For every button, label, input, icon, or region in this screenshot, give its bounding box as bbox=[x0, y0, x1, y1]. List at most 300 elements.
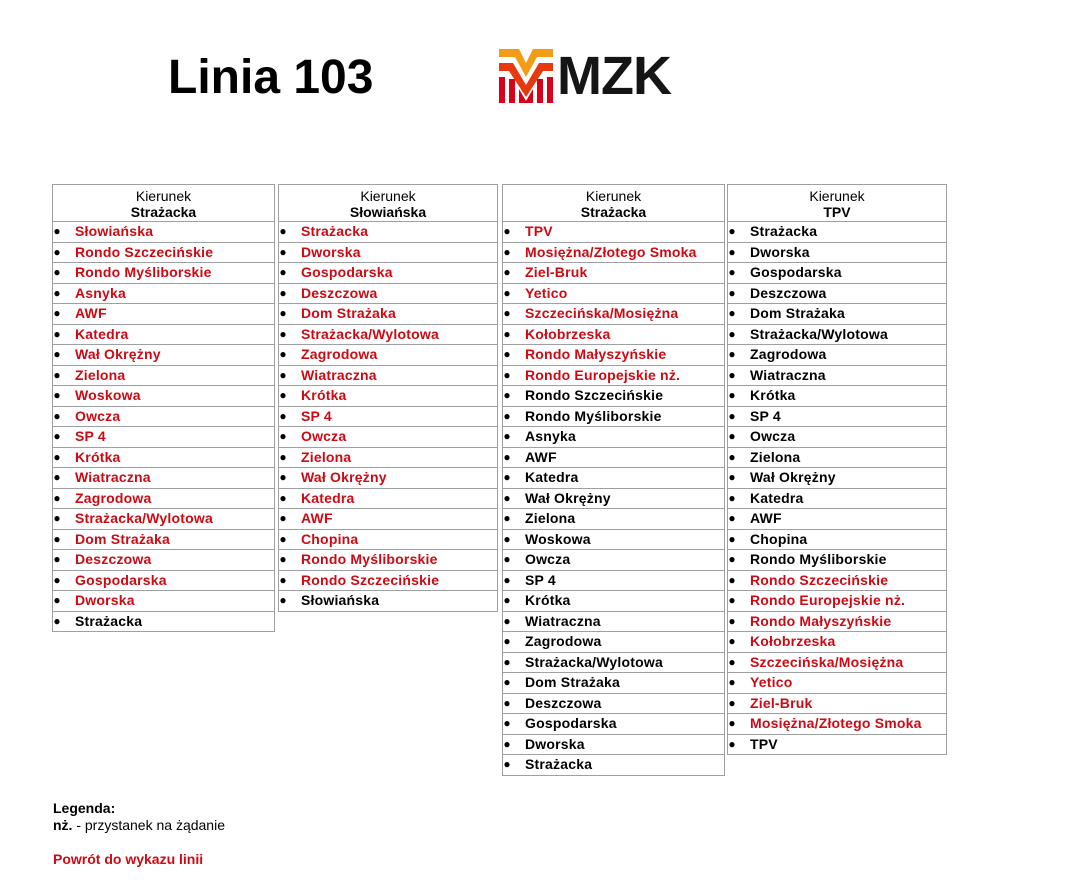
bullet-icon: ● bbox=[279, 429, 287, 443]
stop-row bbox=[279, 263, 497, 284]
stop-name: Wiatraczna bbox=[750, 366, 826, 383]
stop-row bbox=[53, 222, 274, 243]
bullet-icon: ● bbox=[53, 285, 61, 300]
stop-name[interactable]: Rondo Myśliborskie bbox=[301, 551, 438, 567]
stop-row bbox=[279, 304, 497, 325]
stop-name[interactable]: Woskowa bbox=[75, 387, 141, 403]
bullet-icon: ● bbox=[53, 552, 61, 566]
stop-name[interactable]: Ziel-Bruk bbox=[750, 694, 813, 711]
stop-row bbox=[503, 612, 724, 633]
bullet-icon: ● bbox=[728, 244, 736, 259]
bullet-icon: ● bbox=[503, 613, 511, 628]
bullet-icon: ● bbox=[728, 531, 736, 546]
legend-abbr: nż. bbox=[53, 817, 73, 833]
stop-row bbox=[728, 345, 946, 366]
bullet-icon: ● bbox=[503, 736, 511, 751]
stop-name[interactable]: Krótka bbox=[301, 387, 347, 403]
direction-table-2 bbox=[278, 184, 498, 612]
stop-row bbox=[503, 263, 724, 284]
stop-row bbox=[728, 530, 946, 551]
bullet-icon: ● bbox=[279, 408, 287, 423]
bullet-icon: ● bbox=[503, 634, 511, 648]
stop-row bbox=[53, 284, 274, 305]
stop-row bbox=[728, 448, 946, 469]
direction-destination: Strażacka bbox=[580, 204, 647, 220]
stop-name[interactable]: Deszczowa bbox=[301, 284, 378, 301]
stop-row bbox=[503, 304, 724, 325]
bullet-icon: ● bbox=[53, 367, 61, 382]
stop-name[interactable]: Rondo Szczecińskie bbox=[301, 571, 440, 588]
stop-row bbox=[728, 325, 946, 346]
stop-row bbox=[53, 427, 274, 448]
bullet-icon: ● bbox=[728, 306, 736, 320]
bullet-icon: ● bbox=[728, 593, 736, 607]
stop-row bbox=[503, 243, 724, 264]
stop-row bbox=[728, 509, 946, 530]
stop-name: Strażacka bbox=[525, 756, 593, 772]
stop-row bbox=[53, 243, 274, 264]
stop-name[interactable]: Strażacka/Wylotowa bbox=[75, 510, 213, 526]
bullet-icon: ● bbox=[53, 531, 61, 546]
stop-name[interactable]: Dworska bbox=[301, 243, 361, 260]
direction-destination: Słowiańska bbox=[349, 204, 427, 220]
stop-row bbox=[503, 755, 724, 775]
bullet-icon: ● bbox=[728, 429, 736, 443]
stop-row bbox=[503, 714, 724, 735]
stop-row bbox=[728, 673, 946, 694]
bullet-icon: ● bbox=[279, 572, 287, 587]
stop-row bbox=[53, 509, 274, 530]
stop-name: Wiatraczna bbox=[525, 612, 601, 629]
stop-name[interactable]: AWF bbox=[75, 305, 107, 321]
bullet-icon: ● bbox=[503, 695, 511, 710]
direction-table-1 bbox=[52, 184, 275, 632]
page-title: Linia 103 bbox=[168, 51, 374, 104]
bullet-icon: ● bbox=[728, 572, 736, 587]
stop-name[interactable]: Dom Strażaka bbox=[301, 305, 396, 321]
stop-row bbox=[503, 468, 724, 489]
stop-name: AWF bbox=[750, 510, 782, 526]
bullet-icon: ● bbox=[53, 490, 61, 505]
stop-name: SP 4 bbox=[750, 407, 781, 424]
stop-row bbox=[503, 694, 724, 715]
stop-row bbox=[279, 386, 497, 407]
stop-name: Rondo Szczecińskie bbox=[525, 387, 664, 403]
bullet-icon: ● bbox=[53, 613, 61, 628]
stop-name: Dworska bbox=[750, 243, 810, 260]
stop-row bbox=[728, 571, 946, 592]
stop-row bbox=[728, 263, 946, 284]
stop-name[interactable]: SP 4 bbox=[75, 428, 106, 444]
stop-name[interactable]: Rondo Myśliborskie bbox=[75, 264, 212, 280]
bullet-icon: ● bbox=[503, 511, 511, 525]
stop-row bbox=[503, 284, 724, 305]
bullet-icon: ● bbox=[503, 572, 511, 587]
bullet-icon: ● bbox=[279, 285, 287, 300]
bullet-icon: ● bbox=[53, 326, 61, 341]
bullet-icon: ● bbox=[728, 326, 736, 341]
stop-row bbox=[503, 345, 724, 366]
logo-text: MZK bbox=[557, 46, 671, 106]
bullet-icon: ● bbox=[503, 244, 511, 259]
bullet-icon: ● bbox=[728, 224, 736, 238]
stop-name[interactable]: Yetico bbox=[750, 674, 793, 690]
bullet-icon: ● bbox=[503, 757, 511, 771]
stop-row bbox=[503, 427, 724, 448]
stop-row bbox=[728, 304, 946, 325]
stop-row bbox=[503, 735, 724, 756]
stop-name: Strażacka/Wylotowa bbox=[750, 325, 888, 342]
stop-row bbox=[503, 632, 724, 653]
stop-row bbox=[503, 530, 724, 551]
stop-row bbox=[279, 325, 497, 346]
stop-name[interactable]: Zielona bbox=[75, 366, 126, 383]
stop-row bbox=[279, 284, 497, 305]
stop-row bbox=[728, 427, 946, 448]
stop-name[interactable]: Ziel-Bruk bbox=[525, 264, 588, 280]
bullet-icon: ● bbox=[53, 593, 61, 607]
bullet-icon: ● bbox=[279, 449, 287, 464]
stop-row bbox=[53, 366, 274, 387]
stop-row bbox=[503, 407, 724, 428]
legend-title: Legenda: bbox=[53, 800, 116, 816]
bullet-icon: ● bbox=[728, 470, 736, 484]
stop-row bbox=[503, 222, 724, 243]
bullet-icon: ● bbox=[728, 736, 736, 751]
bullet-icon: ● bbox=[728, 265, 736, 279]
stop-name[interactable]: SP 4 bbox=[301, 407, 332, 424]
stop-name: Słowiańska bbox=[301, 592, 380, 608]
bullet-icon: ● bbox=[53, 388, 61, 402]
stop-row bbox=[728, 489, 946, 510]
bullet-icon: ● bbox=[728, 285, 736, 300]
bullet-icon: ● bbox=[728, 490, 736, 505]
stop-name[interactable]: Gospodarska bbox=[75, 571, 167, 588]
stop-row bbox=[728, 632, 946, 653]
stop-name[interactable]: Strażacka/Wylotowa bbox=[301, 325, 439, 342]
stop-name: Gospodarska bbox=[750, 264, 842, 280]
stop-name[interactable]: Rondo Małyszyńskie bbox=[525, 346, 667, 362]
direction-header bbox=[279, 185, 497, 222]
stop-name: Wał Okrężny bbox=[750, 469, 836, 485]
bullet-icon: ● bbox=[53, 449, 61, 464]
stop-name: SP 4 bbox=[525, 571, 556, 588]
stop-name[interactable]: Rondo Europejskie nż. bbox=[750, 592, 906, 608]
direction-destination: TPV bbox=[823, 204, 851, 220]
bullet-icon: ● bbox=[728, 675, 736, 689]
stop-name: Katedra bbox=[750, 489, 804, 506]
bullet-icon: ● bbox=[279, 347, 287, 361]
bullet-icon: ● bbox=[503, 531, 511, 546]
bullet-icon: ● bbox=[728, 449, 736, 464]
legend bbox=[53, 800, 225, 834]
stop-name[interactable]: Rondo Małyszyńskie bbox=[750, 612, 892, 629]
bullet-icon: ● bbox=[279, 265, 287, 279]
bullet-icon: ● bbox=[728, 388, 736, 402]
stop-name[interactable]: AWF bbox=[301, 510, 333, 526]
stop-row bbox=[503, 591, 724, 612]
stop-name[interactable]: Wał Okrężny bbox=[301, 469, 387, 485]
stop-name: Dom Strażaka bbox=[525, 674, 620, 690]
stop-name: Owcza bbox=[525, 551, 571, 567]
stop-row bbox=[279, 530, 497, 551]
stop-name: Deszczowa bbox=[750, 284, 827, 301]
stop-name[interactable]: Katedra bbox=[75, 325, 129, 342]
stop-row bbox=[728, 550, 946, 571]
legend-description: - przystanek na żądanie bbox=[76, 817, 225, 833]
stop-name: Strażacka/Wylotowa bbox=[525, 653, 663, 670]
stop-name[interactable]: Chopina bbox=[301, 530, 359, 547]
stop-row bbox=[53, 345, 274, 366]
bullet-icon: ● bbox=[53, 347, 61, 361]
bullet-icon: ● bbox=[503, 326, 511, 341]
bullet-icon: ● bbox=[279, 470, 287, 484]
bullet-icon: ● bbox=[503, 388, 511, 402]
stop-name: Katedra bbox=[525, 469, 579, 485]
stop-name: Gospodarska bbox=[525, 715, 617, 731]
stop-name[interactable]: Mosiężna/Złotego Smoka bbox=[750, 715, 922, 731]
stop-row bbox=[728, 653, 946, 674]
back-to-lines-link[interactable]: Powrót do wykazu linii bbox=[53, 851, 204, 867]
stop-name: Strażacka bbox=[75, 612, 143, 629]
bullet-icon: ● bbox=[279, 552, 287, 566]
bullet-icon: ● bbox=[279, 388, 287, 402]
stop-name[interactable]: Kołobrzeska bbox=[750, 633, 836, 649]
bullet-icon: ● bbox=[53, 408, 61, 423]
stop-row bbox=[728, 284, 946, 305]
mzk-logo-mark-icon bbox=[499, 49, 553, 103]
bullet-icon: ● bbox=[503, 593, 511, 607]
stop-row bbox=[728, 407, 946, 428]
stop-row bbox=[53, 468, 274, 489]
stop-name: Krótka bbox=[750, 387, 796, 403]
bullet-icon: ● bbox=[728, 347, 736, 361]
stop-name[interactable]: Kołobrzeska bbox=[525, 325, 611, 342]
stop-name[interactable]: Gospodarska bbox=[301, 264, 393, 280]
bullet-icon: ● bbox=[503, 552, 511, 566]
stop-name: Rondo Myśliborskie bbox=[750, 551, 887, 567]
bullet-icon: ● bbox=[503, 429, 511, 443]
stop-row bbox=[728, 694, 946, 715]
stop-name[interactable]: Wiatraczna bbox=[301, 366, 377, 383]
stop-name[interactable]: Wał Okrężny bbox=[75, 346, 161, 362]
stop-name: Zielona bbox=[525, 510, 576, 526]
stop-row bbox=[53, 386, 274, 407]
bullet-icon: ● bbox=[503, 449, 511, 464]
bullet-icon: ● bbox=[503, 306, 511, 320]
stop-row bbox=[279, 366, 497, 387]
stop-name[interactable]: Rondo Szczecińskie bbox=[75, 243, 214, 260]
stop-name[interactable]: Strażacka bbox=[301, 223, 369, 239]
stop-name[interactable]: Wiatraczna bbox=[75, 469, 151, 485]
stop-name[interactable]: Deszczowa bbox=[75, 551, 152, 567]
bullet-icon: ● bbox=[503, 470, 511, 484]
stop-name[interactable]: Zagrodowa bbox=[301, 346, 378, 362]
bullet-icon: ● bbox=[728, 634, 736, 648]
stop-name: Zielona bbox=[750, 448, 801, 465]
bullet-icon: ● bbox=[279, 511, 287, 525]
bullet-icon: ● bbox=[503, 408, 511, 423]
stop-name: Zagrodowa bbox=[750, 346, 827, 362]
stop-name: Zagrodowa bbox=[525, 633, 602, 649]
mzk-logo bbox=[499, 46, 689, 106]
bullet-icon: ● bbox=[53, 511, 61, 525]
stop-name[interactable]: Zielona bbox=[301, 448, 352, 465]
stop-row bbox=[503, 448, 724, 469]
stop-row bbox=[728, 612, 946, 633]
bullet-icon: ● bbox=[503, 224, 511, 238]
stop-name[interactable]: Owcza bbox=[75, 407, 121, 424]
stop-name[interactable]: Asnyka bbox=[75, 284, 127, 301]
stop-row bbox=[279, 243, 497, 264]
stop-name[interactable]: Szczecińska/Mosiężna bbox=[525, 305, 679, 321]
bullet-icon: ● bbox=[503, 367, 511, 382]
stop-row bbox=[279, 550, 497, 571]
stop-row bbox=[728, 468, 946, 489]
bullet-icon: ● bbox=[728, 613, 736, 628]
stop-row bbox=[279, 509, 497, 530]
bullet-icon: ● bbox=[279, 593, 287, 607]
bullet-icon: ● bbox=[503, 654, 511, 669]
stop-row bbox=[279, 448, 497, 469]
direction-label: Kierunek bbox=[135, 188, 192, 204]
direction-header bbox=[728, 185, 946, 222]
stop-name: Woskowa bbox=[525, 530, 591, 547]
stop-row bbox=[503, 571, 724, 592]
stop-name: Strażacka bbox=[750, 223, 818, 239]
stop-name[interactable]: Zagrodowa bbox=[75, 489, 152, 506]
stop-row bbox=[728, 735, 946, 755]
direction-label: Kierunek bbox=[809, 188, 865, 204]
bullet-icon: ● bbox=[728, 654, 736, 669]
stop-name[interactable]: Yetico bbox=[525, 284, 568, 301]
bullet-icon: ● bbox=[53, 265, 61, 279]
stop-name: Rondo Myśliborskie bbox=[525, 407, 662, 424]
bullet-icon: ● bbox=[503, 347, 511, 361]
stop-name[interactable]: Owcza bbox=[301, 428, 347, 444]
stop-row bbox=[279, 591, 497, 611]
stop-row bbox=[53, 612, 274, 632]
direction-header bbox=[503, 185, 724, 222]
bullet-icon: ● bbox=[279, 326, 287, 341]
bullet-icon: ● bbox=[503, 675, 511, 689]
stop-name[interactable]: Katedra bbox=[301, 489, 355, 506]
stop-row bbox=[279, 407, 497, 428]
stop-row bbox=[728, 714, 946, 735]
bullet-icon: ● bbox=[728, 367, 736, 382]
direction-table-3 bbox=[502, 184, 725, 776]
stop-row bbox=[53, 325, 274, 346]
bullet-icon: ● bbox=[503, 265, 511, 279]
bullet-icon: ● bbox=[503, 490, 511, 505]
stop-row bbox=[503, 489, 724, 510]
stop-name[interactable]: Słowiańska bbox=[75, 223, 154, 239]
bullet-icon: ● bbox=[279, 367, 287, 382]
stop-row bbox=[279, 427, 497, 448]
bullet-icon: ● bbox=[53, 224, 61, 238]
direction-destination: Strażacka bbox=[130, 204, 197, 220]
stop-name: Dom Strażaka bbox=[750, 305, 845, 321]
stop-name[interactable]: Krótka bbox=[75, 448, 121, 465]
stop-name: Krótka bbox=[525, 592, 571, 608]
stop-name: Wał Okrężny bbox=[525, 489, 611, 506]
bullet-icon: ● bbox=[728, 511, 736, 525]
stop-name[interactable]: Rondo Europejskie nż. bbox=[525, 366, 681, 383]
stop-row bbox=[503, 673, 724, 694]
bullet-icon: ● bbox=[53, 244, 61, 259]
stop-row bbox=[503, 550, 724, 571]
stop-name[interactable]: Rondo Szczecińskie bbox=[750, 571, 889, 588]
stop-row bbox=[53, 591, 274, 612]
stop-row bbox=[53, 489, 274, 510]
stop-row bbox=[53, 571, 274, 592]
direction-label: Kierunek bbox=[360, 188, 416, 204]
stop-row bbox=[503, 366, 724, 387]
stop-row bbox=[503, 509, 724, 530]
stop-row bbox=[503, 325, 724, 346]
direction-header bbox=[53, 185, 274, 222]
bullet-icon: ● bbox=[279, 244, 287, 259]
stop-row bbox=[728, 386, 946, 407]
stop-name: Chopina bbox=[750, 530, 808, 547]
bullet-icon: ● bbox=[279, 306, 287, 320]
stop-name[interactable]: Szczecińska/Mosiężna bbox=[750, 653, 904, 670]
stop-row bbox=[53, 263, 274, 284]
bullet-icon: ● bbox=[279, 531, 287, 546]
bullet-icon: ● bbox=[503, 716, 511, 730]
stop-row bbox=[728, 366, 946, 387]
direction-table-4 bbox=[727, 184, 947, 755]
stop-row bbox=[279, 489, 497, 510]
stop-name[interactable]: TPV bbox=[525, 223, 553, 239]
stop-name[interactable]: Dworska bbox=[75, 592, 135, 608]
stop-row bbox=[728, 222, 946, 243]
stop-row bbox=[728, 591, 946, 612]
stop-row bbox=[279, 468, 497, 489]
stop-name[interactable]: Dom Strażaka bbox=[75, 530, 170, 547]
stop-row bbox=[53, 530, 274, 551]
stop-name: AWF bbox=[525, 448, 557, 465]
stop-row bbox=[279, 345, 497, 366]
stop-name: Deszczowa bbox=[525, 694, 602, 711]
bullet-icon: ● bbox=[53, 429, 61, 443]
stop-row bbox=[279, 571, 497, 592]
bullet-icon: ● bbox=[728, 552, 736, 566]
direction-label: Kierunek bbox=[585, 188, 642, 204]
bullet-icon: ● bbox=[503, 285, 511, 300]
bullet-icon: ● bbox=[53, 306, 61, 320]
bullet-icon: ● bbox=[728, 695, 736, 710]
bullet-icon: ● bbox=[279, 224, 287, 238]
stop-name: Owcza bbox=[750, 428, 796, 444]
stop-row bbox=[53, 448, 274, 469]
bullet-icon: ● bbox=[279, 490, 287, 505]
bullet-icon: ● bbox=[53, 572, 61, 587]
stop-row bbox=[279, 222, 497, 243]
stop-name: TPV bbox=[750, 735, 778, 752]
bullet-icon: ● bbox=[728, 408, 736, 423]
stop-row bbox=[53, 550, 274, 571]
stop-name[interactable]: Mosiężna/Złotego Smoka bbox=[525, 243, 697, 260]
stop-row bbox=[53, 407, 274, 428]
stop-name: Asnyka bbox=[525, 428, 577, 444]
stop-row bbox=[503, 386, 724, 407]
bullet-icon: ● bbox=[53, 470, 61, 484]
stop-row bbox=[728, 243, 946, 264]
stop-name: Dworska bbox=[525, 735, 585, 752]
stop-row bbox=[53, 304, 274, 325]
bullet-icon: ● bbox=[728, 716, 736, 730]
